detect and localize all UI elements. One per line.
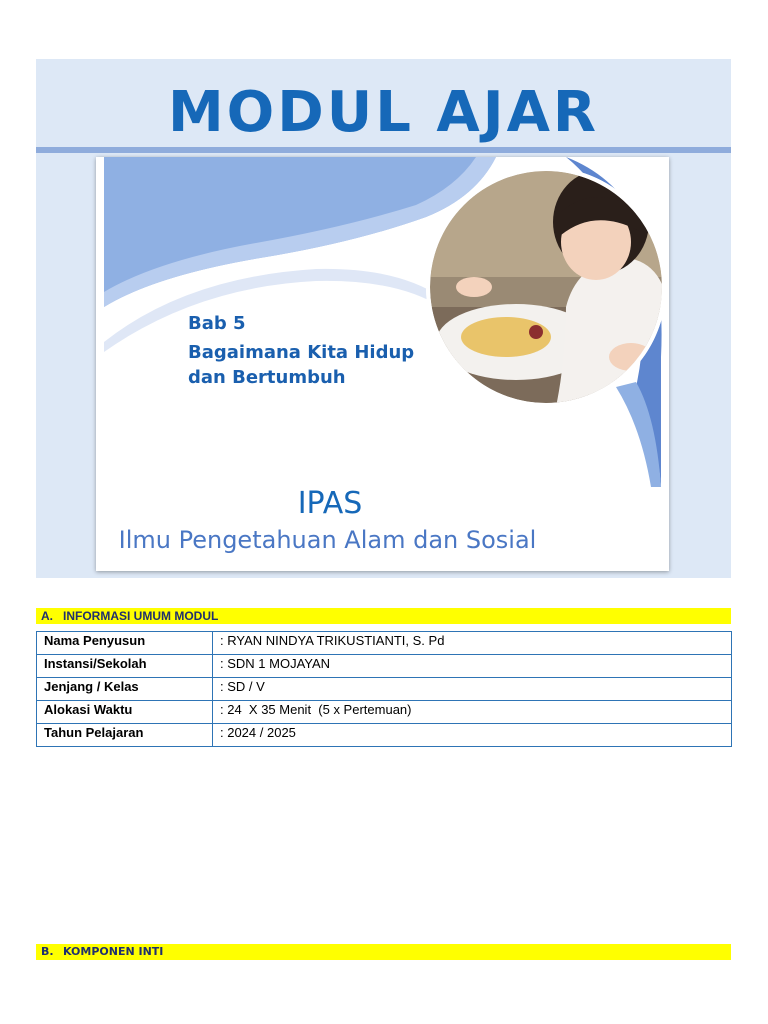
row-value: : RYAN NINDYA TRIKUSTIANTI, S. Pd bbox=[213, 632, 732, 655]
row-value: : SD / V bbox=[213, 678, 732, 701]
row-value: : SDN 1 MOJAYAN bbox=[213, 655, 732, 678]
title-divider bbox=[36, 147, 731, 153]
chapter-number: Bab 5 bbox=[188, 313, 246, 334]
subject-name: Ilmu Pengetahuan Alam dan Sosial bbox=[118, 526, 537, 554]
section-b-title: KOMPONEN INTI bbox=[63, 945, 164, 958]
table-row bbox=[37, 724, 732, 747]
row-label: Jenjang / Kelas bbox=[37, 678, 213, 701]
table-row bbox=[37, 678, 732, 701]
general-info-table bbox=[36, 631, 732, 747]
row-value: : 24 X 35 Menit (5 x Pertemuan) bbox=[213, 701, 732, 724]
section-a-heading bbox=[36, 608, 731, 624]
table-row bbox=[37, 701, 732, 724]
chapter-title: Bagaimana Kita Hidup dan Bertumbuh bbox=[188, 342, 415, 388]
section-a-title: INFORMASI UMUM MODUL bbox=[63, 609, 219, 623]
table-row bbox=[37, 655, 732, 678]
row-label: Nama Penyusun bbox=[37, 632, 213, 655]
table-row bbox=[37, 632, 732, 655]
section-a-letter: A. bbox=[41, 609, 53, 623]
section-b-letter: B. bbox=[41, 945, 54, 958]
subject-code: IPAS bbox=[297, 486, 363, 521]
row-label: Alokasi Waktu bbox=[37, 701, 213, 724]
section-b-heading bbox=[36, 944, 731, 960]
document-title: MODUL AJAR bbox=[167, 80, 600, 145]
row-value: : 2024 / 2025 bbox=[213, 724, 732, 747]
row-label: Tahun Pelajaran bbox=[37, 724, 213, 747]
row-label: Instansi/Sekolah bbox=[37, 655, 213, 678]
